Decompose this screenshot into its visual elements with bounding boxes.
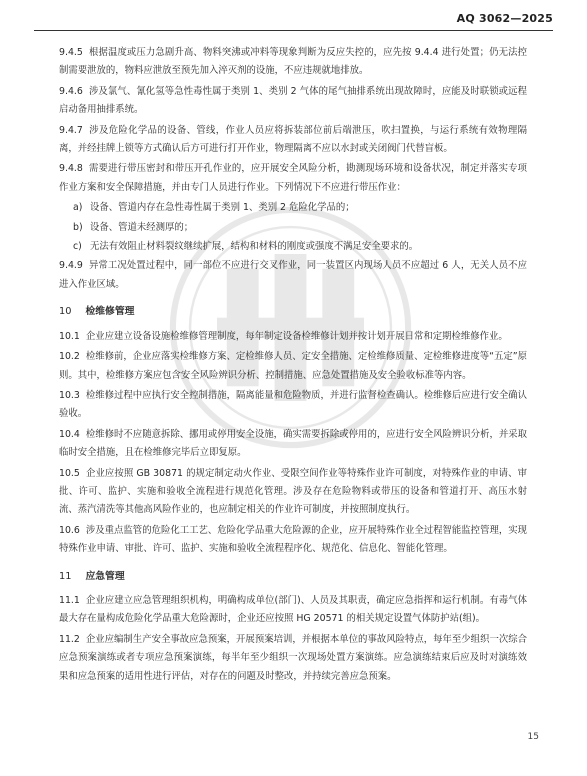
clause-9-4-9: 9.4.9 异常工况处置过程中，同一部位不应进行交叉作业，同一装置区内现场人员不应超过 6 人，无关人员不应进入作业区域。 bbox=[59, 260, 527, 290]
clause-11-1: 11.1 企业应建立应急管理组织机构，明确构成单位(部门)、人员及其职责，确定应急指挥和运行机制。有毒气体最大存在量构成危险化学品重大危险源时，企业还应按照 HG 20571 的相关规定设置气体防护站(组)。 bbox=[59, 594, 527, 625]
clause-10-1: 10.1 企业应建立设备设施检维修管理制度，每年制定设备检维修计划并按计划开展日常和定期检维修作业。 bbox=[59, 330, 508, 342]
list-item-b: b) 设备、管道未经测厚的； bbox=[73, 221, 194, 233]
header-rule bbox=[34, 30, 553, 31]
clause-11-2: 11.2 企业应编制生产安全事故应急预案，开展预案培训，并根据本单位的事故风险特点，每年至少组织一次综合应急预案演练或者专项应急预案演练，每半年至少组织一次现场处置方案演练。应急演练结束后应及时对演练效果和应急预案的适用性进行评估，对存在的问题及时整改，并持续完善应急预案。 bbox=[59, 633, 527, 682]
clause-10-4: 10.4 检维修时不应随意拆除、挪用或停用安全设施，确实需要拆除或停用的，应进行安全风险辨识分析，并采取临时安全措施，且在检维修完毕后立即复原。 bbox=[59, 428, 527, 459]
clause-10-2: 10.2 检维修前，企业应落实检维修方案、定检维修人员、定安全措施、定检维修质量、定检维修进度等“五定”原则。其中，检维修方案应包含安全风险辨识分析、控制措施、应急处置措施及安全验收标准等内容。 bbox=[59, 351, 527, 381]
document-body bbox=[59, 44, 527, 688]
clause-10-6: 10.6 涉及重点监管的危险化工工艺、危险化学品重大危险源的企业，应开展特殊作业全过程智能监控管理，实现特殊作业申请、审批、许可、监护、实施和验收全流程程序化、规范化、信息化、智能化管理。 bbox=[59, 524, 527, 555]
clause-10-3: 10.3 检维修过程中应执行安全控制措施，隔离能量和危险物质，并进行监督检查确认。检维修后应进行安全确认验收。 bbox=[59, 389, 527, 420]
section-11-heading: 11 应急管理 bbox=[59, 570, 125, 582]
list-item-c: c) 无法有效阻止材料裂纹继续扩展，结构和材料的刚度或强度不满足安全要求的。 bbox=[73, 241, 419, 253]
list-item-a: a) 设备、管道内存在急性毒性属于类别 1、类别 2 危险化学品的； bbox=[73, 202, 355, 214]
clause-10-5: 10.5 企业应按照 GB 30871 的规定制定动火作业、受限空间作业等特殊作业许可制度，对特殊作业的申请、审批、许可、监护、实施和验收全流程进行规范化管理。涉及存在危险物料或带压的设备和管道打开、高压水射流、蒸汽清洗等其他高风险作业的，也应制定相关的作业许可制度，并按照制度执行。 bbox=[59, 467, 527, 516]
clause-9-4-7: 9.4.7 涉及危险化学品的设备、管线，作业人员应将拆装部位前后端泄压，吹扫置换，与运行系统有效物理隔离，并经挂牌上锁等方式确认后方可进行打开作业，物理隔离不应以水封或关闭阀门代替盲板。 bbox=[59, 124, 527, 155]
page-number: 15 bbox=[527, 732, 539, 742]
clause-9-4-5: 9.4.5 根据温度或压力急剧升高、物料突沸或冲料等现象判断为反应失控的，应先按 9.4.4 进行处置；仍无法控制需要泄放的，物料应泄放至预先加入淬灭剂的设施，不应违规就地排放。 bbox=[59, 47, 527, 77]
section-10-heading: 10 检维修管理 bbox=[59, 306, 135, 318]
clause-9-4-8: 9.4.8 需要进行带压密封和带压开孔作业的，应开展安全风险分析，勘测现场环境和设备状况，制定并落实专项作业方案和安全保障措施，并由专门人员进行作业。下列情况下不应进行带压作业： bbox=[59, 163, 527, 193]
clause-9-4-6: 9.4.6 涉及氯气、氰化氢等急性毒性属于类别 1、类别 2 气体的尾气抽排系统出现故障时，应能及时联锁或远程启动备用抽排系统。 bbox=[59, 85, 527, 116]
standard-code: AQ 3062—2025 bbox=[456, 12, 553, 25]
